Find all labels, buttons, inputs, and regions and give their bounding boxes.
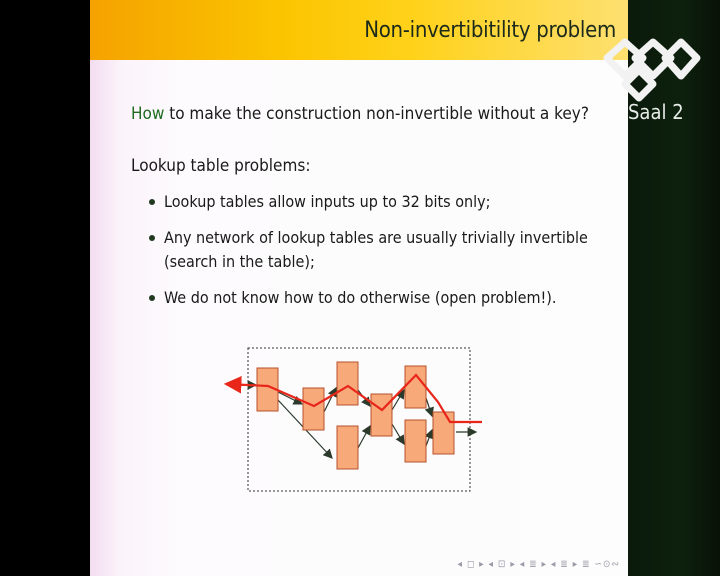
bullet-item	[146, 190, 588, 214]
logo-text: Saal 2	[628, 100, 684, 124]
beamer-navigation-bar[interactable]: ◂ ◻ ▸ ◂ ⊡ ▸ ◂ ≣ ▸ ◂ ≣ ▸ ≣ ∽⊙∾	[457, 559, 620, 570]
lookup-table-box	[337, 362, 358, 405]
bullet-list	[146, 190, 588, 310]
slide-title: Non-invertibitility problem	[364, 18, 616, 43]
section-heading: Lookup table problems:	[131, 156, 311, 176]
bullet-item	[146, 286, 588, 310]
connector-arrow	[426, 430, 432, 446]
connector-arrow	[358, 426, 370, 448]
lookup-table-box	[433, 412, 454, 454]
slide-header-bar	[90, 0, 628, 60]
bullet-dot-icon	[149, 235, 155, 241]
lookup-table-box	[405, 366, 426, 408]
connector-arrow	[392, 424, 404, 444]
question-line	[131, 104, 589, 124]
bullet-item	[146, 226, 588, 274]
left-margin	[0, 0, 90, 576]
bullet-text: Any network of lookup tables are usually trivially invertible	[164, 228, 588, 247]
bullet-dot-icon	[149, 295, 155, 301]
lookup-table-box	[303, 388, 324, 430]
bullet-text: We do not know how to do otherwise (open problem!).	[164, 288, 557, 307]
presentation-slide	[90, 0, 628, 576]
question-text: to make the construction non-invertible without a key?	[164, 104, 589, 124]
lookup-table-box	[405, 420, 426, 462]
connector-arrow	[278, 392, 302, 404]
question-lead: How	[131, 104, 165, 124]
bullet-text: Lookup tables allow inputs up to 32 bits only;	[164, 192, 491, 211]
connector-arrow	[426, 398, 432, 416]
lookup-table-network-diagram	[220, 330, 510, 510]
bullet-text-continuation: (search in the table);	[164, 252, 315, 271]
bullet-dot-icon	[149, 199, 155, 205]
lookup-table-box	[337, 426, 358, 469]
lookup-table-box	[371, 394, 392, 436]
